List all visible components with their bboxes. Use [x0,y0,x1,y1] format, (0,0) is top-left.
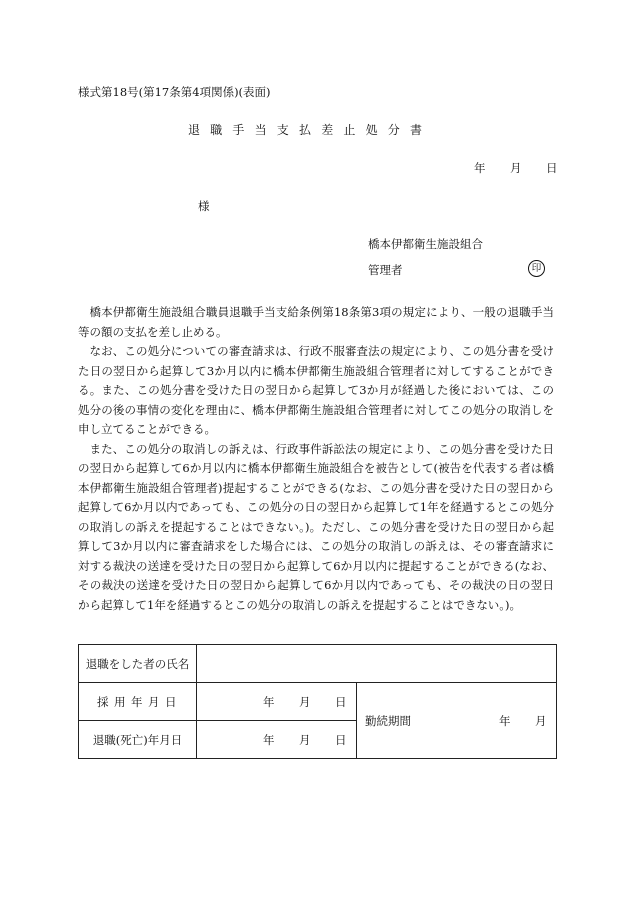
hire-year-label: 年 [263,694,275,709]
document-title: 退職手当支払差止処分書 [188,123,433,137]
seal-mark: 印 [528,260,545,277]
issuer-organization: 橋本伊都衛生施設組合 [368,237,483,251]
body-paragraph-3: また、この処分の取消しの訴えは、行政事件訴訟法の規定により、この処分書を受けた日の翌日から起算して6か月以内に橋本伊都衛生施設組合を被告として(被告を代表する者は橋本伊都衛生施設組合管理者)提起することができる(なお、この処分書を受けた日の翌日から起算して6か月以内であっても、この処分の日の翌日から起算して1年を経過するとこの処分の取消しの訴えを提起することはできない。)。ただし、この処分書を受けた日の翌日から起算して3か月以内に審査請求をした場合には、この処分の取消しの訴えは、その審査請求に対する裁決の送達を受けた日の翌日から起算して6か月以内に提起することができる(なお、その裁決の送達を受けた日の翌日から起算して6か月以内であっても、その裁決の日の翌日から起算して1年を経過するとこの処分の取消しの訴えを提起することはできない。)。 [78,441,554,612]
hire-date-label: 採用年月日 [79,683,197,721]
retire-day-label: 日 [335,732,347,747]
body-paragraph-2: なお、この処分についての審査請求は、行政不服審査法の規定により、この処分書を受けた日の翌日から起算して3か月以内に橋本伊都衛生施設組合管理者に対してすることができる。また、この処分書を受けた日の翌日から起算して3か月が経過した後においては、この処分の後の事情の変化を理由に、橋本伊都衛生施設組合管理者に対してこの処分の取消しを申し立てることができる。 [78,344,554,436]
name-label: 退職をした者の氏名 [79,645,197,683]
retire-date-label: 退職(死亡)年月日 [79,721,197,759]
tenure-year-label: 年 [499,713,511,728]
retire-date-cell[interactable] [197,721,357,759]
name-value-cell[interactable] [197,645,557,683]
tenure-cell[interactable] [357,683,557,759]
hire-day-label: 日 [335,694,347,709]
tenure-label: 勤続期間 [365,713,411,728]
table-row-hire [79,683,557,721]
date-day-label: 日 [546,161,558,175]
recipient-suffix: 様 [198,199,210,213]
table-row-name [79,645,557,683]
hire-date-cell[interactable] [197,683,357,721]
date-year-label: 年 [474,161,486,175]
retire-month-label: 月 [299,732,311,747]
body-paragraph-1: 橋本伊都衛生施設組合職員退職手当支給条例第18条第3項の規定により、一般の退職手当等の額の支払を差し止める。 [78,305,554,339]
tenure-month-label: 月 [535,713,547,728]
issuer-role: 管理者 [368,263,403,277]
date-month-label: 月 [510,161,522,175]
retiree-info-table [78,644,557,759]
document-body [78,303,554,615]
retire-year-label: 年 [263,732,275,747]
form-number: 様式第18号(第17条第4項関係)(表面) [78,85,271,99]
hire-month-label: 月 [299,694,311,709]
